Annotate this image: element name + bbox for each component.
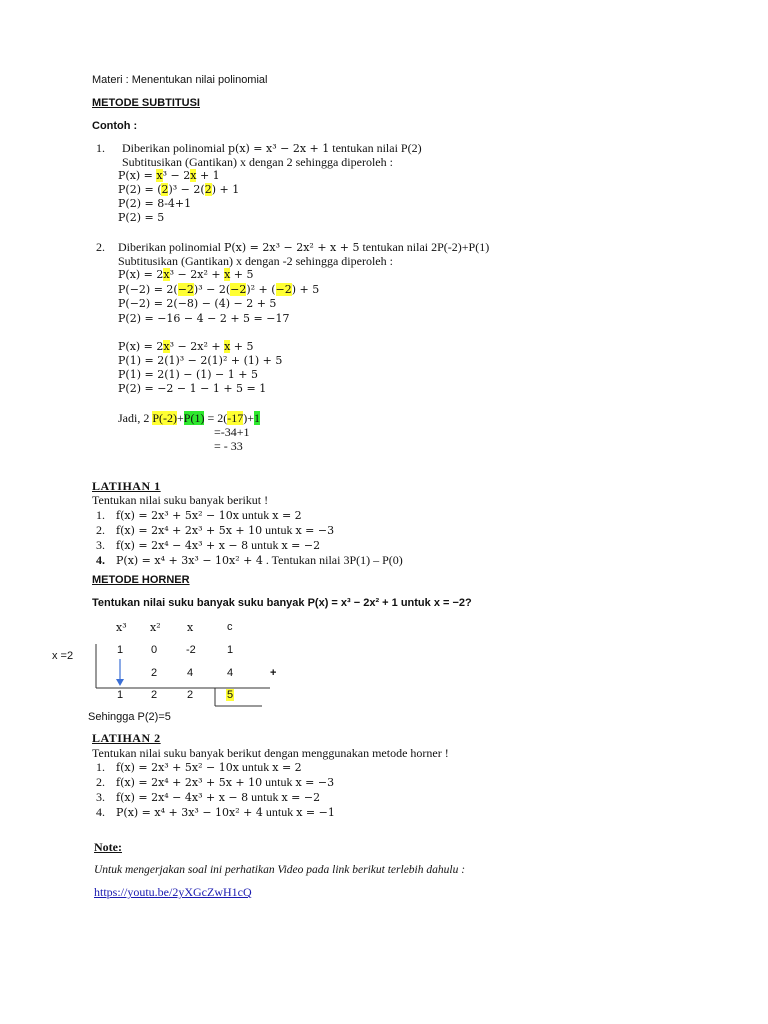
horner-r1-c1: 1 <box>117 644 124 656</box>
horner-conclusion: Sehingga P(2)=5 <box>88 711 171 723</box>
horner-x-value: x =2 <box>52 650 74 662</box>
horner-r2-c2: 2 <box>151 667 158 679</box>
metode-horner-heading: METODE HORNER <box>92 574 190 586</box>
latihan2-title: LATIHAN 2 <box>92 731 161 745</box>
horner-r3-c3: 2 <box>187 689 194 701</box>
horner-r1-c4: 1 <box>227 644 234 656</box>
list-item: 1. f(x) = 2x³ + 5x² − 10x untuk x = 2 <box>96 508 302 522</box>
ex2-conclusion-step2: =-34+1 <box>214 425 250 439</box>
note-text: Untuk mengerjakan soal ini perhatikan Video pada link berikut terlebih dahulu : <box>94 864 466 876</box>
ex2-b-line1: P(x) = 2x³ − 2x² + x + 5 <box>118 340 254 353</box>
ex2-b-line4: P(2) = −2 − 1 − 1 + 5 = 1 <box>118 382 267 395</box>
ex2-number: 2. <box>96 240 105 254</box>
contoh-label: Contoh : <box>92 120 138 132</box>
latihan1-instr: Tentukan nilai suku banyak berikut ! <box>92 493 269 507</box>
ex2-a-line2: P(−2) = 2(−2)³ − 2(−2)² + (−2) + 5 <box>118 283 320 296</box>
list-item: 3. f(x) = 2x⁴ − 4x³ + x − 8 untuk x = −2 <box>96 538 321 552</box>
list-item: 1. f(x) = 2x³ + 5x² − 10x untuk x = 2 <box>96 760 302 774</box>
horner-plus-sign: + <box>270 667 277 679</box>
horner-r2-c4: 4 <box>227 667 234 679</box>
arrow-down-icon <box>116 679 124 686</box>
list-item: 4. P(x) = x⁴ + 3x³ − 10x² + 4 untuk x = −1 <box>96 805 335 819</box>
list-item: 4. P(x) = x⁴ + 3x³ − 10x² + 4 . Tentukan nilai 3P(1) – P(0) <box>96 553 403 567</box>
horner-result: 5 <box>227 689 234 701</box>
latihan2-instr: Tentukan nilai suku banyak berikut dengan menggunakan metode horner ! <box>92 746 449 760</box>
horner-header-x: x <box>187 621 194 634</box>
horner-r1-c3: -2 <box>186 644 196 656</box>
ex1-line1: P(x) = x³ − 2x + 1 <box>118 169 220 182</box>
horner-r3-c1: 1 <box>117 689 124 701</box>
ex1-poly: p(x) = x³ − 2x + 1 <box>227 142 330 155</box>
ex2-a-line1: P(x) = 2x³ − 2x² + x + 5 <box>118 268 254 281</box>
ex2-a-line3: P(−2) = 2(−8) − (4) − 2 + 5 <box>118 297 277 310</box>
list-item: 2. f(x) = 2x⁴ + 2x³ + 5x + 10 untuk x = −3 <box>96 523 335 537</box>
note-title: Note: <box>94 840 122 854</box>
list-item: 3. f(x) = 2x⁴ − 4x³ + x − 8 untuk x = −2 <box>96 790 321 804</box>
video-link[interactable]: https://youtu.be/2yXGcZwH1cQ <box>94 885 252 899</box>
ex2-subst: Subtitusikan (Gantikan) x dengan -2 sehingga diperoleh : <box>118 254 393 268</box>
ex1-intro: Diberikan polinomial p(x) = x³ − 2x + 1 tentukan nilai P(2) <box>122 141 422 155</box>
ex1-line2: P(2) = (2)³ − 2(2) + 1 <box>118 183 240 196</box>
ex1-line4: P(2) = 5 <box>118 211 165 224</box>
materi-title: Materi : Menentukan nilai polinomial <box>92 74 268 86</box>
horner-question: Tentukan nilai suku banyak suku banyak P(x) = x³ − 2x² + 1 untuk x = −2? <box>92 597 472 609</box>
ex2-poly: P(x) = 2x³ − 2x² + x + 5 <box>223 241 360 254</box>
horner-header-x3: x³ <box>116 621 127 634</box>
ex1-subst: Subtitusikan (Gantikan) x dengan 2 sehingga diperoleh : <box>122 155 393 169</box>
horner-header-c: c <box>227 621 233 633</box>
horner-r1-c2: 0 <box>151 644 158 656</box>
ex2-b-line2: P(1) = 2(1)³ − 2(1)² + (1) + 5 <box>118 354 283 367</box>
ex1-number: 1. <box>96 141 105 155</box>
latihan1-title: LATIHAN 1 <box>92 479 161 493</box>
ex2-a-line4: P(2) = −16 − 4 − 2 + 5 = −17 <box>118 312 290 325</box>
ex2-conclusion-step3: = - 33 <box>214 439 243 453</box>
ex2-b-line3: P(1) = 2(1) − (1) − 1 + 5 <box>118 368 258 381</box>
horner-r3-c2: 2 <box>151 689 158 701</box>
list-item: 2. f(x) = 2x⁴ + 2x³ + 5x + 10 untuk x = −3 <box>96 775 335 789</box>
ex2-intro: Diberikan polinomial P(x) = 2x³ − 2x² + x + 5 tentukan nilai 2P(-2)+P(1) <box>118 240 490 254</box>
ex1-line3: P(2) = 8-4+1 <box>118 197 192 210</box>
latihan2-list <box>96 760 335 820</box>
horner-header-x2: x² <box>150 621 161 634</box>
horner-r2-c3: 4 <box>187 667 194 679</box>
ex2-conclusion: Jadi, 2 P(-2)+P(1) = 2(-17)+1 <box>118 411 260 425</box>
metode-subtitusi-heading: METODE SUBTITUSI <box>92 97 200 109</box>
